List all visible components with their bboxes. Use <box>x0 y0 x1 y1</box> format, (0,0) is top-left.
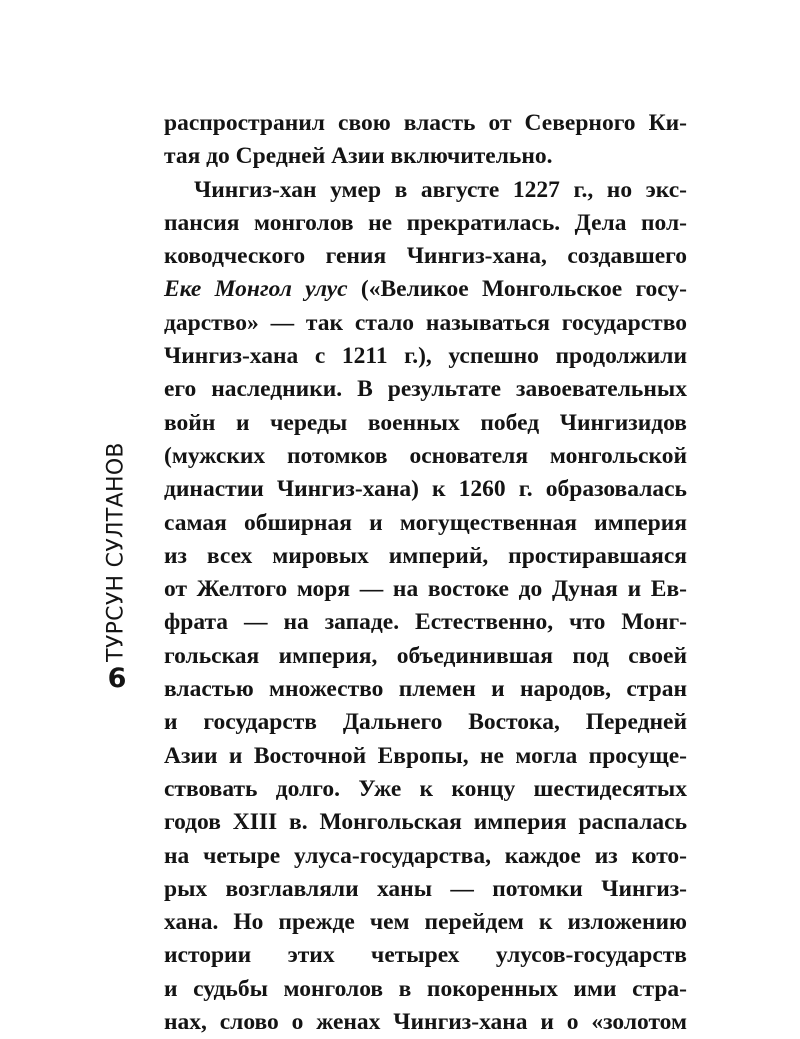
text-line: ствовать долго. Уже к концу шестидесятых <box>164 775 687 802</box>
running-head <box>103 442 129 662</box>
text-line: на четыре улуса-государства, каждое из кото- <box>164 842 687 869</box>
text-line: (мужских потомков основателя монгольской <box>164 442 687 469</box>
page-number: 6 <box>107 663 127 694</box>
running-head-author: ТУРСУН СУЛТАНОВ <box>103 442 129 662</box>
paragraph-first-line: Чингиз-хан умер в августе 1227 г., но экс- <box>194 176 687 203</box>
text-line: фрата — на западе. Естественно, что Монг- <box>164 609 687 636</box>
text-line: властью множество племен и народов, стран <box>164 676 687 703</box>
text-line: тая до Средней Азии включительно. <box>164 143 553 170</box>
text-line <box>164 273 687 306</box>
text-line: рых возглавляли ханы — потомки Чингиз- <box>164 875 687 902</box>
text-line: дарство» — так стало называться государство <box>164 309 687 336</box>
text-line: пансия монголов не прекратилась. Дела пол- <box>164 209 687 236</box>
text-line: нах, слово о женах Чингиз-хана и о «золотом <box>164 1009 687 1036</box>
body-text <box>164 107 687 1039</box>
text-line: годов XIII в. Монгольская империя распалась <box>164 809 687 836</box>
text-line-rest: («Великое Монгольское госу- <box>347 276 687 303</box>
text-line: из всех мировых империй, простиравшаяся <box>164 542 687 569</box>
italic-term: Еке Монгол улус <box>164 276 348 303</box>
text-line: гольская империя, объединившая под своей <box>164 642 687 669</box>
text-line: Чингиз-хана с 1211 г.), успешно продолжили <box>164 343 687 370</box>
text-line: хана. Но прежде чем перейдем к изложению <box>164 909 687 936</box>
text-line: и государств Дальнего Востока, Передней <box>164 709 687 736</box>
text-line: его наследники. В результате завоевательных <box>164 376 687 403</box>
text-line: самая обширная и могущественная империя <box>164 509 687 536</box>
text-line: от Желтого моря — на востоке до Дуная и Ев- <box>164 576 687 603</box>
text-line: ководческого гения Чингиз-хана, создавшего <box>164 243 687 270</box>
text-line: Азии и Восточной Европы, не могла просуще- <box>164 742 687 769</box>
text-line: и судьбы монголов в покоренных ими стра- <box>164 975 687 1002</box>
text-line: войн и череды военных побед Чингизидов <box>164 409 687 436</box>
text-line: династии Чингиз-хана) к 1260 г. образовалась <box>164 476 687 503</box>
text-line: распространил свою власть от Северного Ки- <box>164 110 687 136</box>
text-line: истории этих четырех улусов-государств <box>164 942 687 969</box>
